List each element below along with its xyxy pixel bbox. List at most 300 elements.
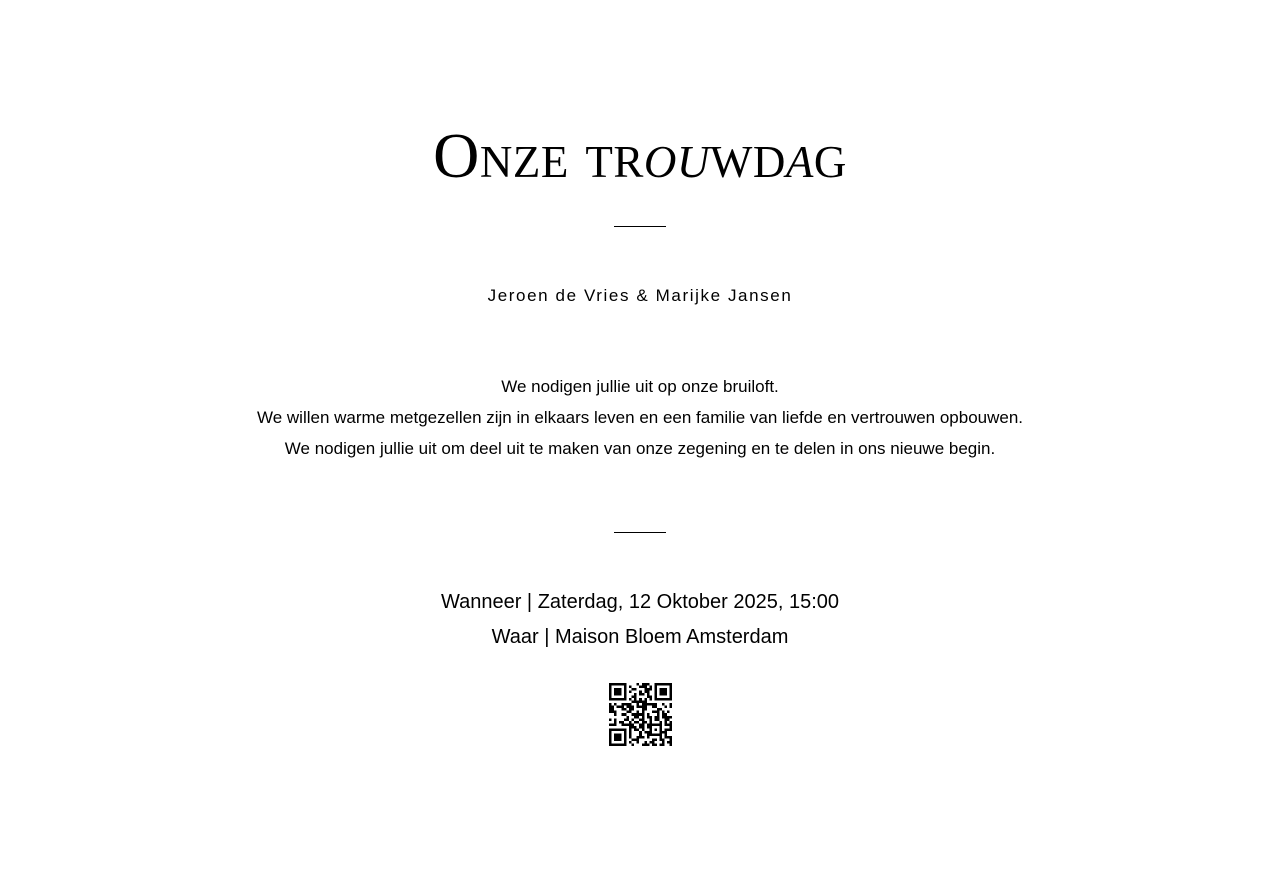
qr-module: [627, 716, 630, 719]
qr-code-graphic: [609, 683, 672, 746]
qr-module: [612, 723, 615, 726]
qr-module: [642, 718, 645, 721]
qr-module: [629, 721, 632, 724]
qr-module: [614, 728, 617, 731]
qr-module: [654, 716, 657, 719]
event-where: Waar | Maison Bloem Amsterdam: [491, 626, 789, 648]
qr-module: [667, 716, 670, 719]
qr-module: [662, 713, 665, 716]
qr-module: [632, 726, 635, 729]
qr-module: [609, 691, 612, 694]
qr-module: [649, 733, 652, 736]
qr-module: [614, 711, 617, 714]
title-part-wd: wd: [709, 120, 786, 191]
qr-module: [624, 696, 627, 699]
invitation-text: [0, 371, 1280, 464]
qr-module: [669, 726, 672, 729]
qr-module: [632, 696, 635, 699]
qr-module: [622, 743, 625, 746]
qr-module: [642, 693, 645, 696]
qr-module: [657, 711, 660, 714]
qr-module: [612, 711, 615, 714]
qr-module: [667, 698, 670, 701]
qr-module: [662, 731, 665, 734]
qr-module: [617, 683, 620, 686]
qr-module: [669, 686, 672, 689]
qr-module: [622, 683, 625, 686]
qr-module: [609, 731, 612, 734]
page-title: [0, 118, 1280, 194]
qr-module: [609, 696, 612, 699]
qr-module: [664, 723, 667, 726]
qr-module: [639, 698, 642, 701]
qr-module: [629, 731, 632, 734]
divider-top: [614, 226, 666, 227]
qr-module: [637, 703, 640, 706]
qr-module: [662, 711, 665, 714]
qr-module: [657, 716, 660, 719]
invitation-line-2: We willen warme metgezellen zijn in elkaars leven en een familie van liefde en vertrouwen opbouwen.: [256, 408, 1024, 427]
qr-module: [644, 708, 647, 711]
qr-module: [654, 683, 657, 686]
qr-module: [622, 723, 625, 726]
qr-module: [637, 721, 640, 724]
qr-module: [642, 703, 645, 706]
qr-module: [647, 713, 650, 716]
qr-module: [624, 731, 627, 734]
qr-module: [614, 736, 617, 739]
qr-module: [652, 738, 655, 741]
qr-module: [662, 698, 665, 701]
qr-module: [669, 716, 672, 719]
qr-module: [659, 738, 662, 741]
qr-module: [624, 736, 627, 739]
qr-module: [654, 693, 657, 696]
qr-module: [659, 733, 662, 736]
qr-module: [627, 718, 630, 721]
qr-module: [617, 693, 620, 696]
qr-module: [617, 733, 620, 736]
qr-module: [632, 723, 635, 726]
qr-module: [659, 731, 662, 734]
qr-module: [654, 738, 657, 741]
qr-module: [617, 736, 620, 739]
qr-module: [627, 706, 630, 709]
qr-module: [649, 718, 652, 721]
qr-module: [612, 708, 615, 711]
qr-module: [659, 721, 662, 724]
qr-module: [647, 731, 650, 734]
qr-module: [622, 698, 625, 701]
invitation-line-3: We nodigen jullie uit om deel uit te maken van onze zegening en te delen in ons nieuwe begin.: [284, 439, 996, 458]
qr-module: [624, 683, 627, 686]
qr-module: [654, 691, 657, 694]
qr-module: [639, 718, 642, 721]
qr-module: [642, 683, 645, 686]
qr-module: [632, 718, 635, 721]
qr-module: [624, 723, 627, 726]
qr-module: [644, 701, 647, 704]
qr-module: [619, 733, 622, 736]
qr-module: [632, 738, 635, 741]
qr-module: [652, 706, 655, 709]
qr-module: [634, 726, 637, 729]
qr-module: [667, 741, 670, 744]
qr-module: [647, 733, 650, 736]
qr-module: [642, 721, 645, 724]
qr-module: [629, 741, 632, 744]
qr-module: [642, 723, 645, 726]
qr-module: [634, 728, 637, 731]
qr-module: [649, 716, 652, 719]
qr-module: [624, 728, 627, 731]
qr-module: [667, 711, 670, 714]
qr-module: [647, 743, 650, 746]
qr-module: [629, 736, 632, 739]
qr-module: [609, 686, 612, 689]
qr-module: [639, 736, 642, 739]
qr-module: [644, 686, 647, 689]
qr-module: [634, 688, 637, 691]
qr-module: [632, 708, 635, 711]
qr-module: [614, 743, 617, 746]
qr-module: [647, 683, 650, 686]
qr-module: [617, 728, 620, 731]
qr-module: [609, 718, 612, 721]
qr-module: [664, 731, 667, 734]
qr-module: [624, 686, 627, 689]
qr-module: [652, 743, 655, 746]
qr-module: [614, 698, 617, 701]
qr-module: [634, 738, 637, 741]
qr-module: [642, 713, 645, 716]
qr-module: [619, 728, 622, 731]
title-onze-text: Onze: [433, 120, 569, 191]
qr-module: [614, 683, 617, 686]
couple-names: Jeroen de Vries & Marijke Jansen: [487, 286, 793, 305]
qr-module: [659, 736, 662, 739]
qr-module: [644, 691, 647, 694]
divider-middle: [614, 532, 666, 533]
qr-module: [632, 743, 635, 746]
qr-module: [619, 743, 622, 746]
qr-module: [614, 703, 617, 706]
qr-module: [639, 731, 642, 734]
qr-module: [654, 696, 657, 699]
qr-module: [637, 683, 640, 686]
qr-module: [649, 686, 652, 689]
qr-module: [642, 743, 645, 746]
qr-module: [659, 693, 662, 696]
qr-module: [639, 701, 642, 704]
qr-module: [649, 723, 652, 726]
qr-module: [664, 713, 667, 716]
qr-module: [629, 691, 632, 694]
qr-module: [609, 688, 612, 691]
qr-module: [637, 716, 640, 719]
qr-module: [659, 698, 662, 701]
title-word-trouwdag: [585, 120, 847, 191]
qr-module: [639, 733, 642, 736]
qr-module: [657, 718, 660, 721]
qr-module: [667, 736, 670, 739]
qr-module: [662, 693, 665, 696]
qr-module: [609, 708, 612, 711]
qr-module: [647, 723, 650, 726]
qr-module: [617, 706, 620, 709]
qr-module: [634, 698, 637, 701]
qr-module: [639, 713, 642, 716]
qr-module: [654, 743, 657, 746]
qr-module: [619, 721, 622, 724]
qr-module: [634, 716, 637, 719]
qr-module: [662, 716, 665, 719]
qr-module: [617, 738, 620, 741]
qr-module: [609, 738, 612, 741]
qr-module: [637, 701, 640, 704]
qr-module: [619, 706, 622, 709]
qr-module: [649, 741, 652, 744]
qr-module: [669, 743, 672, 746]
qr-module: [647, 716, 650, 719]
qr-module: [619, 693, 622, 696]
qr-module: [612, 743, 615, 746]
qr-module: [629, 686, 632, 689]
qr-module: [632, 706, 635, 709]
qr-module: [659, 726, 662, 729]
qr-module: [632, 701, 635, 704]
qr-module: [654, 711, 657, 714]
qr-module: [619, 698, 622, 701]
qr-module: [629, 733, 632, 736]
qr-module: [649, 731, 652, 734]
qr-module: [669, 698, 672, 701]
qr-module: [647, 693, 650, 696]
qr-module: [642, 686, 645, 689]
qr-module: [624, 693, 627, 696]
qr-module: [662, 683, 665, 686]
qr-module: [624, 738, 627, 741]
qr-module: [644, 706, 647, 709]
qr-module: [614, 688, 617, 691]
qr-module: [647, 703, 650, 706]
qr-module: [644, 688, 647, 691]
qr-module: [624, 698, 627, 701]
title-part-g: g: [813, 120, 847, 191]
qr-module: [609, 698, 612, 701]
qr-module: [669, 691, 672, 694]
qr-module: [669, 706, 672, 709]
qr-module: [639, 691, 642, 694]
qr-module: [652, 711, 655, 714]
qr-module: [637, 706, 640, 709]
qr-module: [657, 683, 660, 686]
qr-module: [624, 743, 627, 746]
qr-module: [614, 723, 617, 726]
event-details: [0, 585, 1280, 655]
qr-module: [609, 743, 612, 746]
qr-module: [669, 741, 672, 744]
qr-module: [654, 686, 657, 689]
qr-module: [639, 723, 642, 726]
qr-module: [642, 701, 645, 704]
qr-module: [657, 713, 660, 716]
qr-module: [659, 708, 662, 711]
qr-module: [629, 726, 632, 729]
qr-module: [647, 688, 650, 691]
qr-module: [629, 703, 632, 706]
qr-module: [639, 706, 642, 709]
qr-module: [654, 703, 657, 706]
event-when: Wanneer | Zaterdag, 12 Oktober 2025, 15:00: [440, 591, 840, 613]
qr-module: [609, 706, 612, 709]
qr-module: [624, 688, 627, 691]
qr-module: [622, 703, 625, 706]
qr-module: [647, 691, 650, 694]
qr-module: [649, 728, 652, 731]
qr-module: [617, 691, 620, 694]
qr-module: [642, 716, 645, 719]
qr-module: [632, 713, 635, 716]
qr-module: [644, 721, 647, 724]
qr-module: [664, 728, 667, 731]
qr-module: [642, 726, 645, 729]
qr-module: [649, 698, 652, 701]
qr-module: [609, 733, 612, 736]
qr-module: [637, 738, 640, 741]
qr-module: [644, 703, 647, 706]
qr-module: [612, 683, 615, 686]
qr-module: [619, 736, 622, 739]
qr-module: [667, 683, 670, 686]
qr-module: [642, 728, 645, 731]
qr-module: [624, 691, 627, 694]
qr-module: [667, 718, 670, 721]
qr-module: [662, 741, 665, 744]
qr-module: [637, 741, 640, 744]
qr-module: [609, 693, 612, 696]
qr-module: [654, 718, 657, 721]
qr-module: [649, 721, 652, 724]
qr-module: [664, 693, 667, 696]
qr-module: [664, 688, 667, 691]
qr-module: [609, 683, 612, 686]
qr-module: [652, 741, 655, 744]
qr-module: [669, 703, 672, 706]
qr-module: [664, 733, 667, 736]
qr-module: [664, 736, 667, 739]
qr-module: [637, 713, 640, 716]
qr-module: [614, 691, 617, 694]
qr-module: [614, 693, 617, 696]
qr-module: [637, 728, 640, 731]
qr-module: [659, 688, 662, 691]
qr-module: [662, 703, 665, 706]
qr-module: [649, 696, 652, 699]
qr-module: [659, 691, 662, 694]
title-part-a: a: [785, 120, 814, 191]
qr-module: [662, 691, 665, 694]
qr-module: [662, 743, 665, 746]
qr-module: [654, 733, 657, 736]
qr-module: [622, 706, 625, 709]
qr-module: [614, 738, 617, 741]
qr-module: [664, 716, 667, 719]
qr-module: [624, 718, 627, 721]
qr-module: [619, 691, 622, 694]
qr-module: [624, 733, 627, 736]
qr-module: [622, 708, 625, 711]
qr-module: [637, 736, 640, 739]
qr-module: [614, 713, 617, 716]
qr-module: [609, 728, 612, 731]
qr-module: [629, 706, 632, 709]
qr-module: [654, 723, 657, 726]
qr-module: [664, 683, 667, 686]
qr-module: [664, 691, 667, 694]
qr-module: [609, 703, 612, 706]
qr-module: [659, 683, 662, 686]
qr-module: [647, 696, 650, 699]
qr-module: [614, 733, 617, 736]
qr-module: [619, 738, 622, 741]
qr-module: [659, 728, 662, 731]
qr-module: [664, 718, 667, 721]
qr-module: [644, 698, 647, 701]
qr-module: [617, 688, 620, 691]
qr-module: [627, 711, 630, 714]
qr-module: [612, 706, 615, 709]
qr-module: [669, 683, 672, 686]
qr-module: [632, 688, 635, 691]
qr-module: [642, 708, 645, 711]
qr-module: [642, 711, 645, 714]
qr-module: [644, 683, 647, 686]
qr-module: [667, 723, 670, 726]
qr-module: [612, 698, 615, 701]
invitation-line-1: We nodigen jullie uit op onze bruiloft.: [501, 377, 779, 396]
qr-module: [629, 728, 632, 731]
qr-module: [669, 728, 672, 731]
qr-module: [652, 723, 655, 726]
qr-module: [642, 736, 645, 739]
qr-module: [669, 721, 672, 724]
qr-module: [624, 713, 627, 716]
qr-module: [629, 708, 632, 711]
qr-module: [629, 711, 632, 714]
qr-module: [622, 728, 625, 731]
title-part-tr: tr: [585, 120, 644, 191]
qr-module: [652, 703, 655, 706]
qr-module: [647, 726, 650, 729]
qr-module: [609, 741, 612, 744]
qr-module: [654, 688, 657, 691]
qr-module: [639, 726, 642, 729]
qr-module: [649, 726, 652, 729]
qr-module: [639, 693, 642, 696]
qr-module: [664, 698, 667, 701]
qr-module: [634, 701, 637, 704]
qr-module: [609, 736, 612, 739]
qr-module: [669, 696, 672, 699]
qr-module: [644, 741, 647, 744]
title-part-ou: ou: [643, 120, 710, 191]
qr-code-icon[interactable]: [609, 683, 672, 746]
qr-module: [669, 693, 672, 696]
qr-module: [624, 708, 627, 711]
qr-module: [609, 711, 612, 714]
qr-module: [639, 686, 642, 689]
